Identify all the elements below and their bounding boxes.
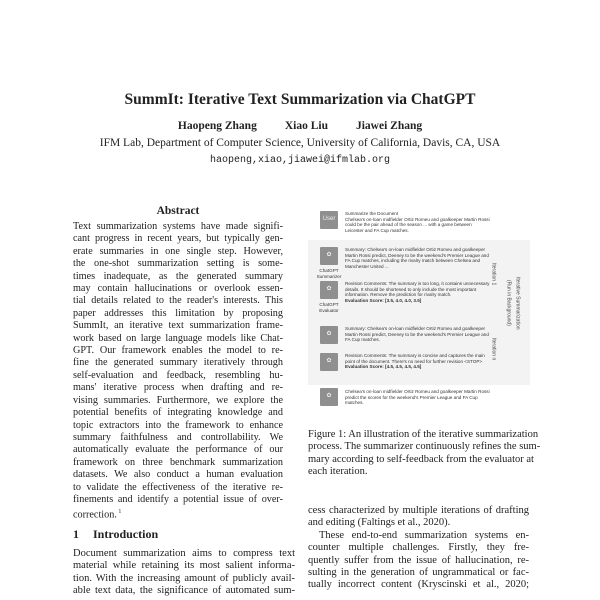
author: Jiawei Zhang — [355, 120, 423, 132]
paper-title: SummIt: Iterative Text Summarization via ChatGPT — [124, 91, 476, 108]
text-line: material while retaining its most salient informa- — [73, 560, 295, 572]
chatgpt-icon: ✿ — [320, 326, 338, 344]
text-line: Text summarization systems have made signifi- — [73, 221, 283, 232]
text-line: able text data, the significance of automated sum- — [73, 585, 295, 597]
evaluation-score-1: Evaluation Score: [3.5, 4.0, 4.0, 3.5] — [345, 297, 422, 303]
text-line: topic extractors into the framework to enhance — [73, 419, 283, 431]
text-line: sulting in the generation of ungrammatical or fac- — [308, 567, 529, 579]
chatgpt-icon: ✿ — [320, 247, 338, 265]
text-line: to validate the effectiveness of the iterative re- — [73, 481, 283, 493]
text-line: quently suffer from the issue of hallucination, re- — [308, 554, 529, 566]
iteration-1-label: Iteration 1 — [490, 263, 497, 286]
text-line: mans' iterative process when drafting and re- — [73, 382, 283, 394]
text-line: datasets. We also conduct a human evaluation — [73, 469, 283, 481]
section-number: 1 — [73, 527, 79, 541]
author: Haopeng Zhang — [177, 120, 257, 132]
right-column-body — [308, 505, 529, 592]
text-line: erate summaries in one single step. However, — [73, 245, 283, 257]
side-label-2: (Run in Background) — [505, 280, 512, 326]
section-title: Introduction — [93, 527, 159, 541]
summary-1: Summary: Chelsea's on-loan midfielder Ortiz Romeu and goalkeeper Martin Rossi predict, Deeney to be the weekend's Premier League and FA Cup matches, including the rivalry match between Chelsea and Manchester United ... — [345, 247, 489, 269]
text-line: correction. $^1$ — [73, 509, 122, 521]
text-line: and editing (Faltings et al., 2020). — [308, 517, 451, 529]
chatgpt-icon: ✿ — [320, 281, 338, 299]
revision-comments-1: Revision Comments: The summary is too long, it contains unnecessary details. It should be shortened to only include the most important information. Remove the prediction for rivalry match. — [345, 281, 490, 298]
intro-body — [73, 548, 295, 598]
user-icon: User — [320, 211, 338, 229]
text-line: fine the generated summary iteratively through — [73, 357, 283, 369]
abstract-heading: Abstract — [156, 205, 200, 217]
text-line: These end-to-end summarization systems en- — [319, 529, 529, 541]
section-heading — [73, 527, 172, 542]
iteration-n-label: Iteration n — [490, 338, 497, 361]
figure-1 — [300, 205, 600, 406]
author-list — [0, 120, 600, 132]
user-prompt-title: Summarize the Document — [345, 211, 399, 216]
evaluation-score-n: Evaluation Score: [4.5, 4.5, 4.5, 4.5] — [345, 364, 422, 370]
abstract-body — [73, 221, 283, 522]
text-line: framework on three benchmark summarization — [73, 456, 283, 468]
revision-comments-n: Revision Comments: The summary is concise and captures the main point of the document. There's no need for further revision <STOP> — [345, 353, 485, 364]
text-line: finements and identify a potential issue of over- — [73, 493, 283, 505]
summary-n: Summary: Chelsea's on-loan midfielder Ortiz Romeu and goalkeeper Martin Rossi predict, Deeney to be the weekend's Premier League and FA Cup matches. — [345, 326, 489, 343]
final-summary: Chelsea's on-loan midfielder Ortiz Romeu and goalkeeper Martin Rossi predict the scores for the weekend's Premier League and FA Cup matches. — [345, 389, 490, 406]
affiliation: IFM Lab, Department of Computer Science, University of California, Davis, CA, USA — [99, 137, 501, 149]
text-line: counter multiple challenges. Firstly, they fre- — [308, 542, 529, 554]
text-line: the one-shot summarization setting is some- — [73, 258, 283, 270]
text-line: cess characterized by multiple iterations of drafting — [308, 505, 529, 516]
text-line: Document summarization aims to compress text — [73, 548, 295, 559]
user-document: Chelsea's on-loan midfielder Ortiz Romeu and goalkeeper Martin Rossi could be the pair ahead of the season ... with a game between Leicester and FA Cup matches. — [345, 216, 490, 233]
summarizer-label: ChatGPT Summarizer — [316, 268, 342, 279]
author: Xiao Liu — [284, 120, 328, 132]
text-line: potential benefits of integrating knowledge and — [73, 407, 283, 419]
evaluator-label: ChatGPT Evaluator — [319, 302, 339, 313]
text-line: work based on large language models like Chat- — [73, 332, 283, 344]
text-line: process. The summarizer continuously refines the sum- — [308, 441, 541, 453]
chatgpt-icon: ✿ — [320, 388, 338, 406]
text-line: tial details related to the reader's interests. This — [73, 295, 283, 307]
text-line: vising summaries. Furthermore, we explore the — [73, 394, 283, 406]
side-label: Iterative Summarization — [514, 277, 521, 330]
text-line: summary faithfulness and controllability. We — [73, 431, 283, 443]
figure-caption — [308, 429, 541, 478]
text-line: cant progress in recent years, but typically gen- — [73, 233, 283, 245]
text-line: GPT. Our framework enables the model to re- — [73, 345, 283, 357]
email: haopeng,xiao,jiawei@ifmlab.org — [209, 155, 391, 166]
chatgpt-icon: ✿ — [320, 353, 338, 371]
text-line: self-evaluation and feedback, resembling hu- — [73, 369, 283, 381]
text-line: SummIt, an iterative text summarization frame- — [73, 320, 283, 332]
text-line: Figure 1: An illustration of the iterative summarization — [308, 429, 539, 440]
text-line: mary according to self-feedback from the evaluator at — [308, 453, 534, 465]
footnote-marker[interactable]: 1 — [116, 509, 122, 516]
text-line: each iteration. — [308, 465, 368, 477]
text-line: paper addresses this limitation by proposing — [73, 307, 283, 319]
text-line: tually incorrect content (Kryscinski et al., 2020; — [308, 579, 529, 591]
text-line: tion. With the increasing amount of publicly avail- — [73, 572, 295, 584]
text-line: automatically evaluate the performance of our — [73, 444, 283, 456]
text-line: may contain hallucinations or overlook essen- — [73, 283, 283, 295]
text-line: times inadequate, as the generated summary — [73, 270, 283, 282]
